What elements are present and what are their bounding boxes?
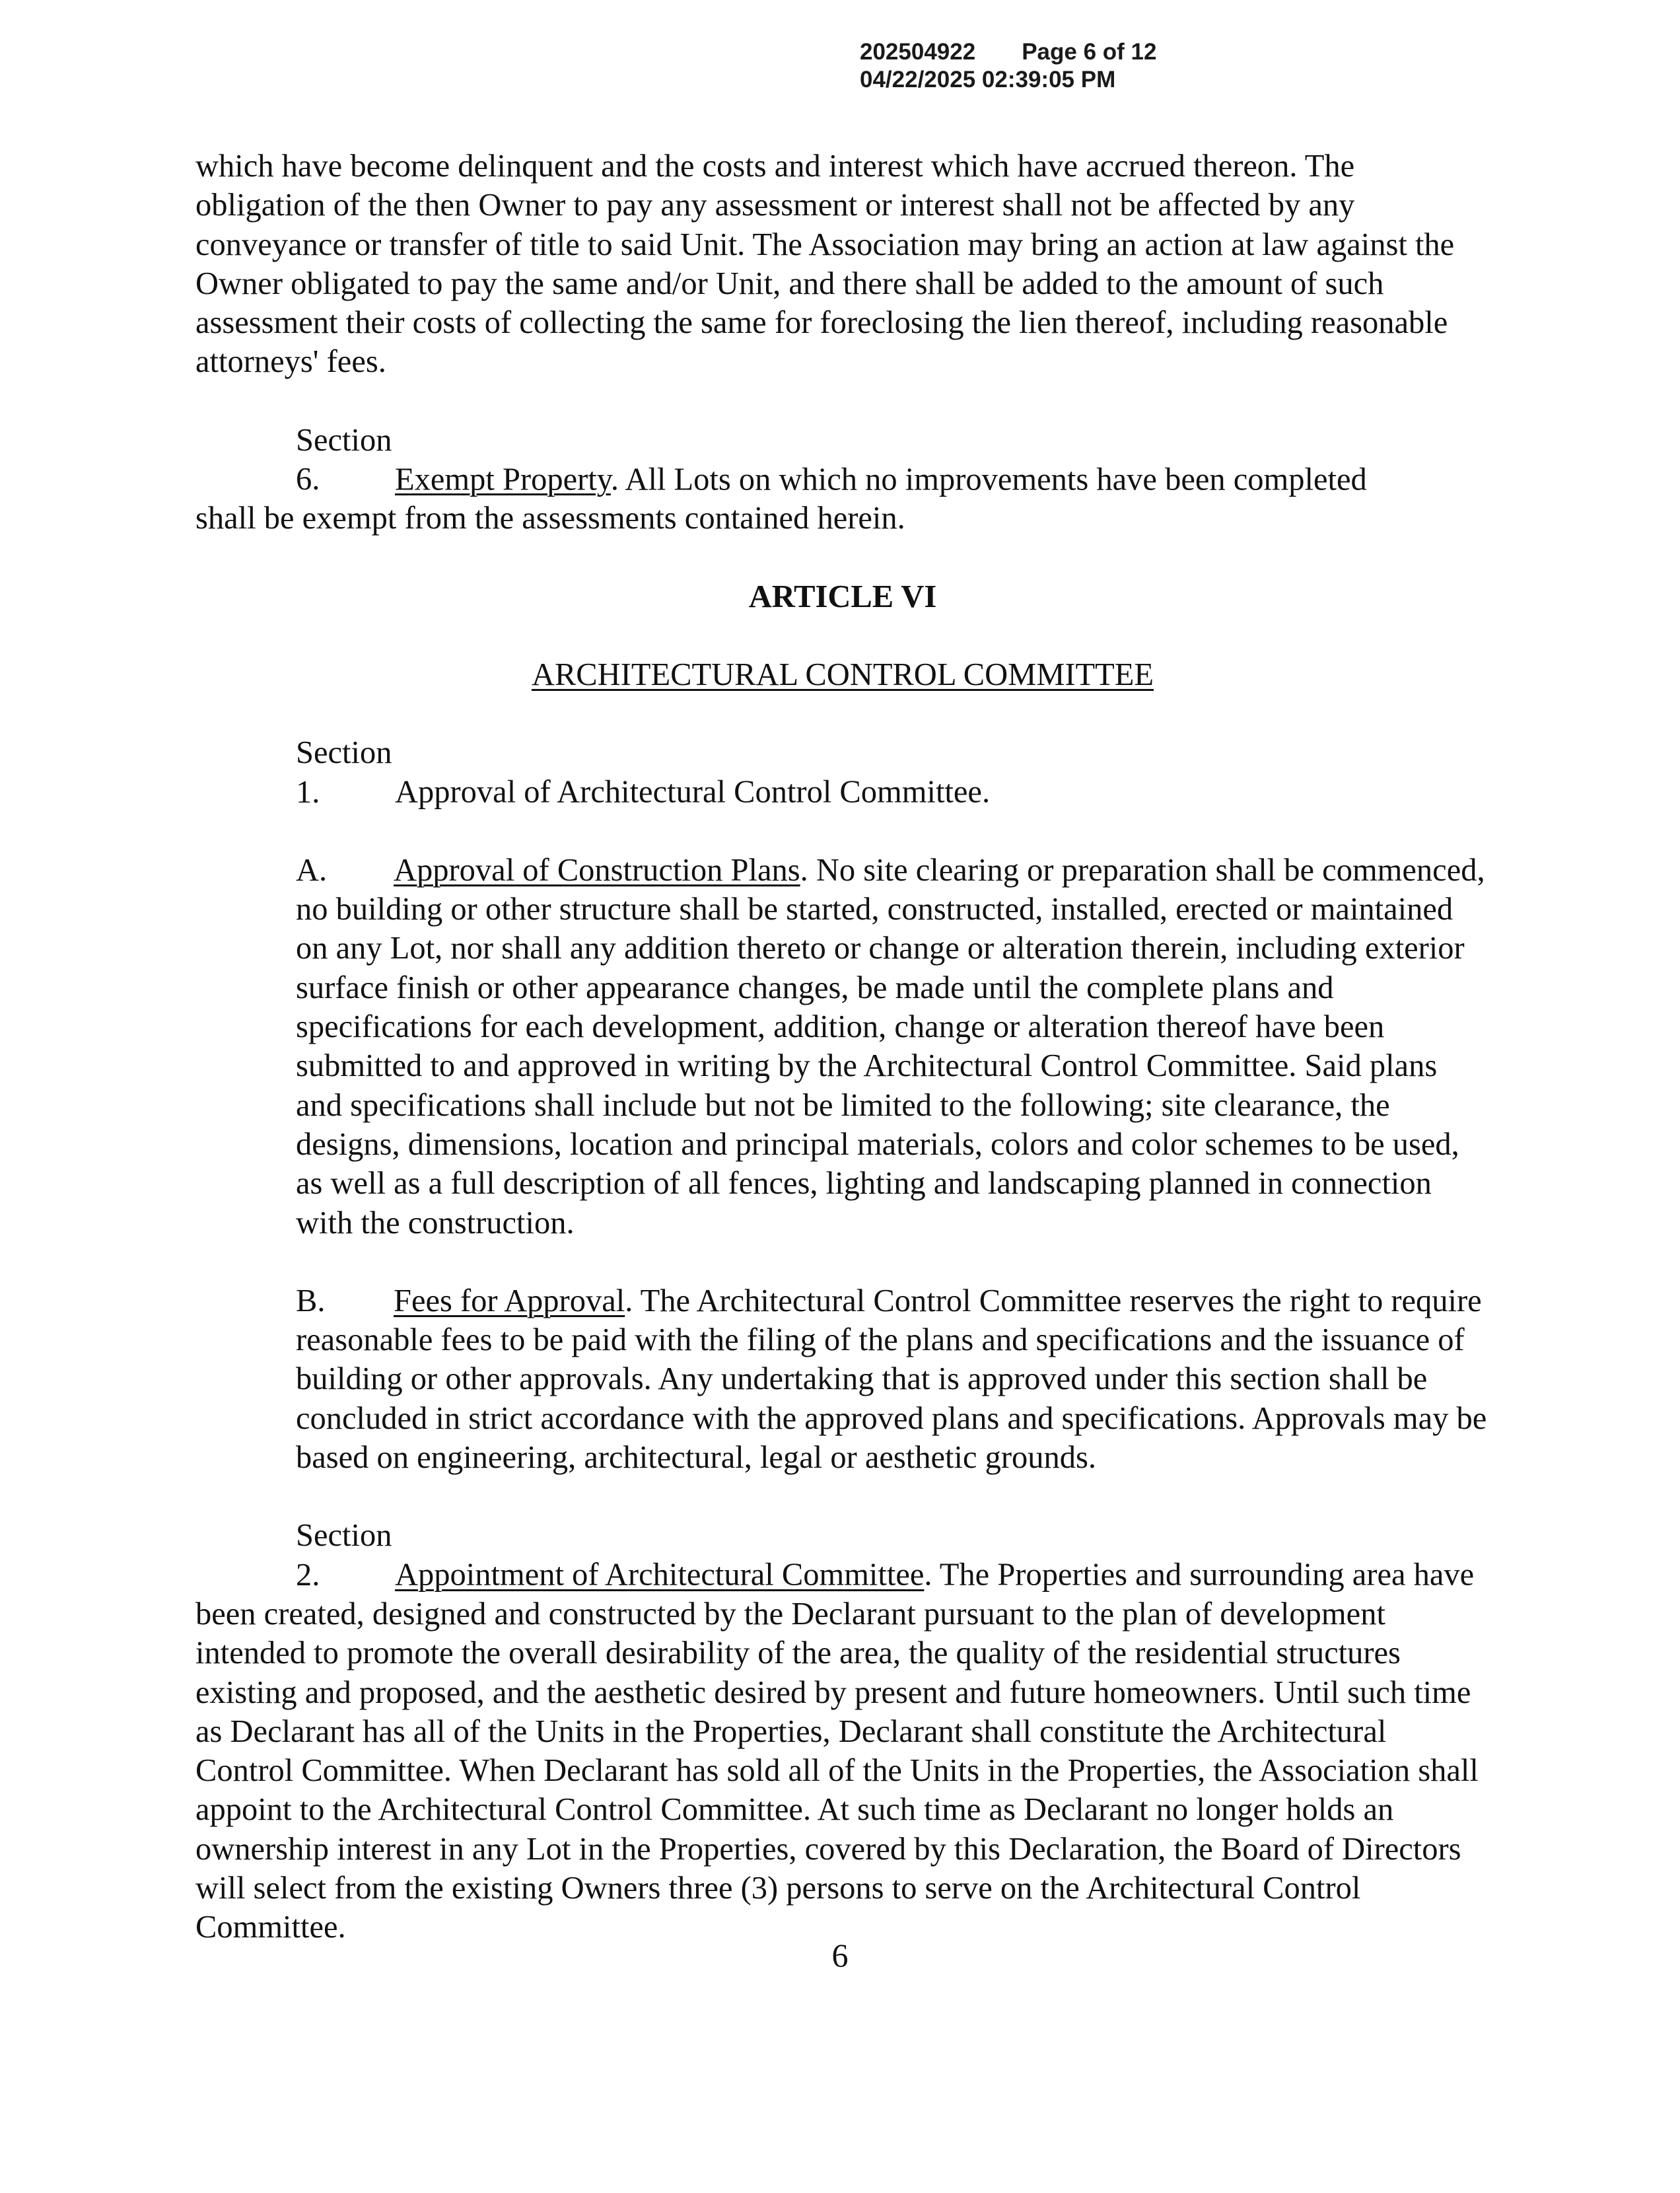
page-number: 6 (831, 1937, 849, 1974)
section-2 (195, 1516, 1490, 1947)
subsection-a (195, 851, 1491, 1242)
subsection-b-label: B. (296, 1283, 326, 1318)
stamp-line-1 (860, 38, 1156, 66)
section-1-label: Section 1. (296, 735, 392, 810)
recording-stamp (860, 38, 1156, 94)
section-6-text: . All Lots on which no improvements have been completed shall be exempt from the assessments contained herein. (195, 462, 1367, 536)
section-2-title: Appointment of Architectural Committee (395, 1557, 925, 1593)
document-body (195, 147, 1490, 1947)
section-2-text: . The Properties and surrounding area have been created, designed and constructed by the Declarant pursuant to the plan of development intended to promote the overall desirability of the area, the quality of the residential structures existing and proposed, and the aesthetic desired by present and future homeowners. Until such time as Declarant has all of the Units in the Properties, Declarant shall constitute the Architectural Control Committee. When Declarant has sold all of the Units in the Properties, the Association shall appoint to the Architectural Control Committee. At such time as Declarant no longer holds an ownership interest in any Lot in the Properties, covered by this Declaration, the Board of Directors will select from the existing Owners three (3) persons to serve on the Architectural Control Committee. (195, 1557, 1479, 1945)
subsection-b-title: Fees for Approval (394, 1283, 625, 1318)
section-6 (195, 421, 1384, 538)
subsection-b (195, 1281, 1491, 1477)
document-number: 202504922 (860, 39, 976, 65)
article-heading: ARTICLE VI (748, 579, 937, 614)
article-subheading (195, 655, 1490, 694)
subsection-b-text: . The Architectural Control Committee reserves the right to require reasonable fees to be paid with the filing of the plans and specifications and the issuance of building or other approvals. Any undertaking that is approved under this section shall be concluded in strict accordance with the approved plans and specifications. Approvals may be based on engineering, architectural, legal or aesthetic grounds. (296, 1283, 1487, 1476)
section-6-label: Section 6. (296, 422, 392, 497)
section-6-title: Exempt Property (395, 462, 611, 497)
subsection-a-label: A. (296, 852, 328, 888)
section-1-title: Approval of Architectural Control Committee. (395, 774, 991, 810)
page-indicator: Page 6 of 12 (1022, 39, 1157, 65)
continuation-paragraph: which have become delinquent and the costs and interest which have accrued thereon. The obligation of the then Owner to pay any assessment or interest shall not be affected by any conveyance or transfer of title to said Unit. The Association may bring an action at law against the Owner obligated to pay the same and/or Unit, and there shall be added to the amount of such assessment their costs of collecting the same for foreclosing the lien thereof, including reasonable attorneys' fees. (195, 149, 1455, 380)
article-subheading-text: ARCHITECTURAL CONTROL COMMITTEE (531, 657, 1154, 692)
subsection-a-title: Approval of Construction Plans (394, 852, 800, 888)
section-1 (195, 733, 1490, 812)
section-2-label: Section 2. (296, 1518, 392, 1593)
recording-timestamp: 04/22/2025 02:39:05 PM (860, 67, 1116, 92)
subsection-a-text: . No site clearing or preparation shall be commenced, no building or other structure shall be started, constructed, installed, erected or maintained on any Lot, nor shall any addition thereto or change or alteration therein, including exterior surface finish or other appearance changes, be made until the complete plans and specifications for each development, addition, change or alteration thereof have been submitted to and approved in writing by the Architectural Control Committee. Said plans and specifications shall include but not be limited to the following; site clearance, the designs, dimensions, location and principal materials, colors and color schemes to be used, as well as a full description of all fences, lighting and landscaping planned in connection with the construction. (296, 852, 1485, 1240)
